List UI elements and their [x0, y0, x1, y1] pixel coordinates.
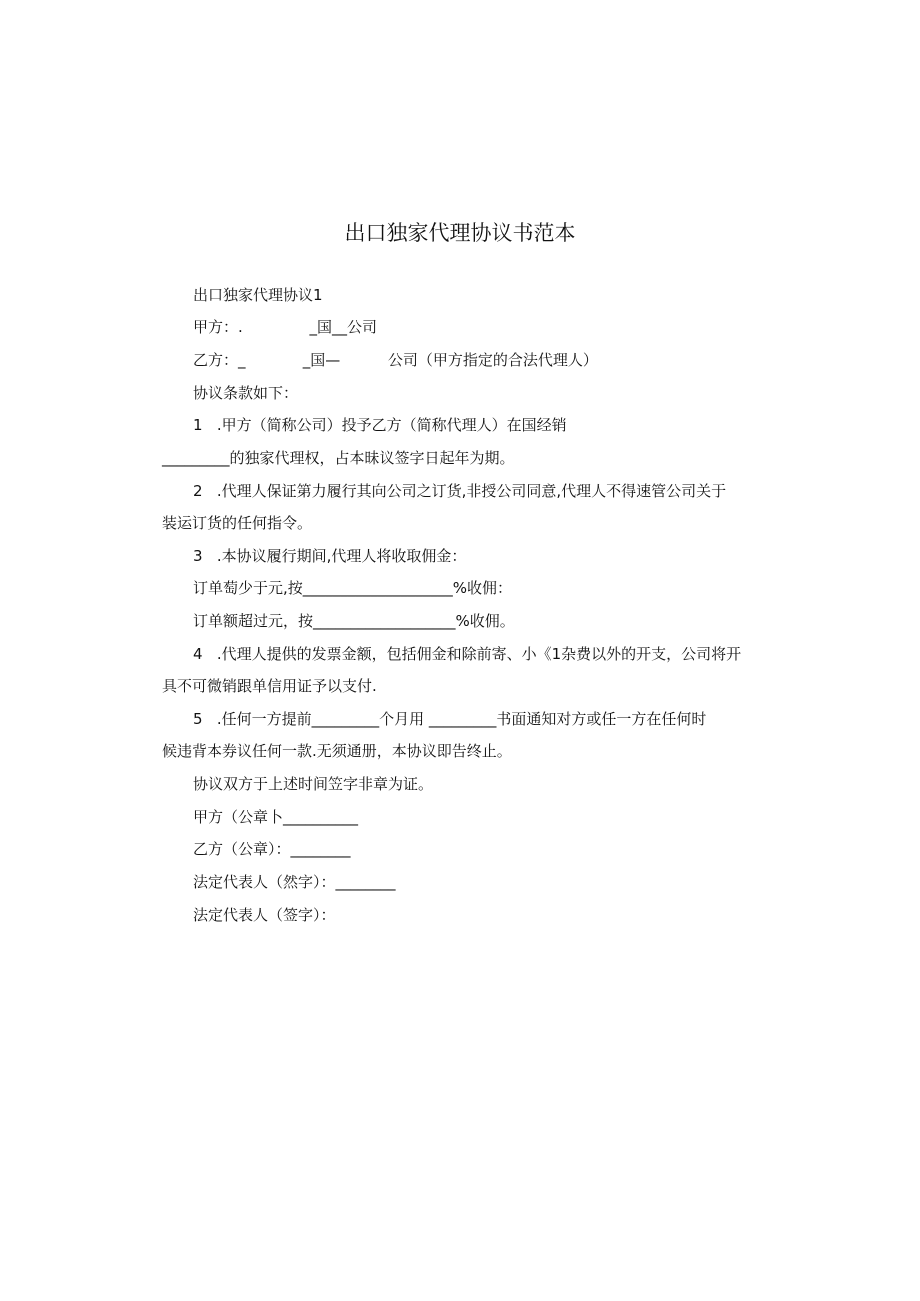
- legal-rep-signature-line-1: 法定代表人（然字）：________: [193, 873, 396, 891]
- clause-3-line-1: 3 .本协议履行期间,代理人将收取佣金：: [193, 547, 467, 565]
- agreement-heading: 出口独家代理协议1: [193, 286, 323, 304]
- clause-2-line-2: 装运订货的任何指令。: [162, 514, 313, 532]
- clause-5-line-1: 5 .任何一方提前_________个月用 _________书面通知对方或任一方在任何时: [193, 710, 707, 728]
- legal-rep-signature-line-2: 法定代表人（签字）：: [193, 906, 336, 924]
- clause-3-line-2: 订单萄少于元,按____________________%收佣：: [193, 579, 513, 597]
- party-b-line: 乙方：_ _国— 公司（甲方指定的合法代理人）: [193, 351, 598, 369]
- clause-5-line-2: 候违背本券议任何一款.无须通册，本协议即告终止。: [162, 742, 512, 760]
- document-title: 出口独家代理协议书范本: [344, 221, 576, 245]
- clause-3-line-3: 订单额超过元，按___________________%收佣。: [193, 612, 515, 630]
- witness-statement: 协议双方于上述时间笠字非章为证。: [193, 775, 434, 793]
- party-a-line: 甲方：. _国__公司: [193, 318, 378, 336]
- clause-4-line-1: 4 .代理人提供的发票金额，包括佣金和除前寄、小《1杂费以外的开支，公司将开: [193, 645, 742, 663]
- terms-intro: 协议条款如下：: [193, 384, 299, 402]
- clause-1-line-1: 1 .甲方（简称公司）投予乙方（简称代理人）在国经销: [193, 416, 567, 434]
- clause-4-line-2: 具不可微销跟单信用证予以支付.: [162, 677, 377, 695]
- party-a-seal-line: 甲方（公章卜__________: [193, 808, 359, 826]
- clause-1-line-2: _________的独家代理权，占本昧议签字日起年为期。: [162, 449, 515, 467]
- party-b-seal-line: 乙方（公章）：________: [193, 840, 351, 858]
- clause-2-line-1: 2 .代理人保证第力履行其向公司之订货,非授公司同意,代理人不得速管公司关于: [193, 482, 727, 500]
